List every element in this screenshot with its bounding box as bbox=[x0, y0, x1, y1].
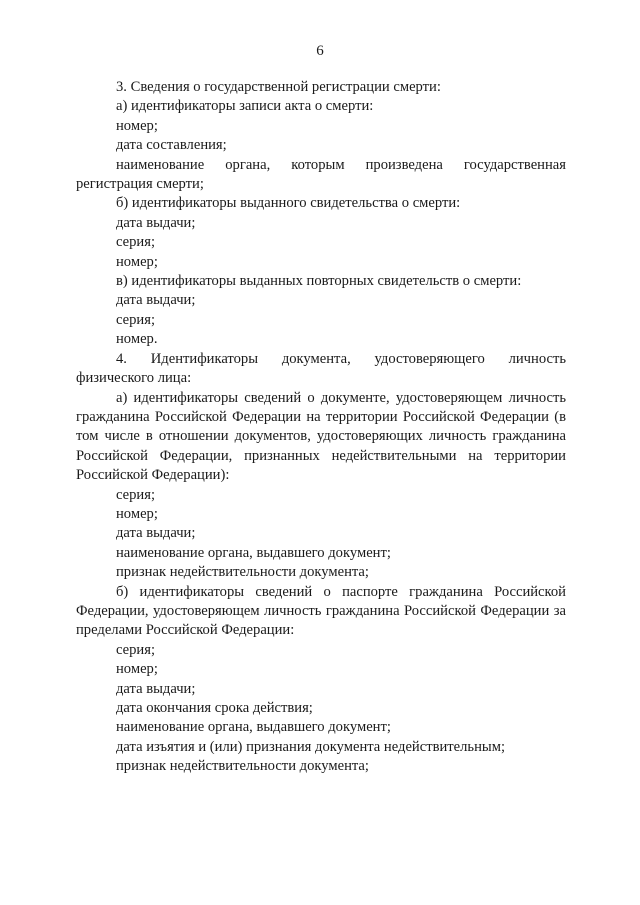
field-item: серия; bbox=[116, 641, 156, 658]
field-item: дата выдачи; bbox=[116, 525, 196, 542]
field-item: дата выдачи; bbox=[116, 292, 196, 309]
page-number: 6 bbox=[316, 43, 324, 59]
field-item: номер; bbox=[116, 661, 158, 678]
field-item: дата составления; bbox=[116, 137, 227, 154]
subsection-item: а) идентификаторы записи акта о смерти: bbox=[116, 98, 374, 115]
field-item: номер. bbox=[116, 331, 158, 348]
field-item: наименование органа, выдавшего документ; bbox=[116, 719, 391, 736]
field-item: признак недействительности документа; bbox=[116, 758, 369, 775]
subsection-item: б) идентификаторы выданного свидетельства о смерти: bbox=[116, 195, 461, 212]
section-heading: 3. Сведения о государственной регистрации смерти: bbox=[116, 79, 441, 95]
field-item: серия; bbox=[116, 486, 156, 503]
field-item: наименование органа, выдавшего документ; bbox=[116, 544, 391, 561]
field-item: номер; bbox=[116, 505, 158, 522]
subsection-item: в) идентификаторы выданных повторных свидетельств о смерти: bbox=[116, 273, 522, 290]
section-heading: 4. Идентификаторы документа, удостоверяющего личность физического лица: bbox=[76, 350, 566, 387]
field-item: серия; bbox=[116, 311, 156, 328]
field-item: дата выдачи; bbox=[116, 214, 196, 231]
subsection-item: б) идентификаторы сведений о паспорте гражданина Российской Федерации, удостоверяющем личность гражданина Российской Федерации за пределами Российской Федерации: bbox=[76, 583, 566, 639]
field-item: дата выдачи; bbox=[116, 680, 196, 697]
document-body bbox=[76, 78, 566, 777]
field-item: дата изъятия и (или) признания документа недействительным; bbox=[116, 738, 505, 755]
field-item: номер; bbox=[116, 253, 158, 270]
field-item: номер; bbox=[116, 117, 158, 134]
subsection-item: а) идентификаторы сведений о документе, удостоверяющем личность гражданина Российской Федерации на территории Российской Федерации (в том числе в отношении документов, удостоверяющих личность гражданина Российской Федерации, признанных недействительными на территории Российской Федерации): bbox=[76, 389, 566, 484]
field-item: серия; bbox=[116, 234, 156, 251]
field-item: наименование органа, которым произведена государственная регистрация смерти; bbox=[76, 156, 566, 193]
field-item: признак недействительности документа; bbox=[116, 564, 369, 581]
field-item: дата окончания срока действия; bbox=[116, 700, 313, 716]
